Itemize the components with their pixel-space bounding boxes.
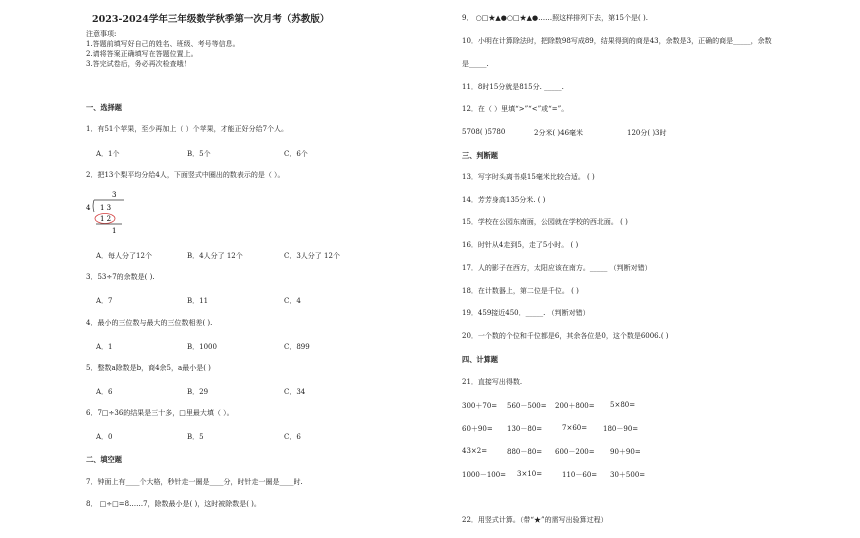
calc-item: 600－200=	[555, 448, 595, 456]
option-b: B．5个	[187, 150, 211, 158]
compare-item: 2分米( )46毫米	[534, 129, 584, 137]
question-stem: 16．时针从4走到5，走了5小时。 ( )	[462, 241, 579, 249]
quotient-digit: 3	[112, 191, 117, 199]
question-stem: 11．8时15分就是815分. _____.	[462, 83, 564, 91]
section-heading: 四、计算题	[462, 355, 498, 364]
option-c: C．3人分了 12个	[284, 252, 340, 260]
question-stem: 13．写字时头离书桌15毫米比较合适。 ( )	[462, 173, 595, 181]
question-stem: 3．53÷7的余数是( ).	[86, 273, 155, 281]
question-stem: 15．学校在公园东南面，公园就在学校的西北面。 ( )	[462, 218, 628, 226]
exam-title: 2023-2024学年三年级数学秋季第一次月考（苏教版）	[92, 14, 330, 25]
question-stem: 4．最小的三位数与最大的三位数相差( ).	[86, 319, 213, 327]
calc-item: 3×10=	[517, 470, 543, 478]
option-a: A．1个	[96, 150, 120, 158]
calc-item: 5×80=	[610, 401, 636, 409]
question-stem: 18．在计数器上，第二位是千位。 ( )	[462, 287, 579, 295]
notice-item: 1.答题前填写好自己的姓名、班级、考号等信息。	[86, 40, 240, 48]
question-stem: 22．用竖式计算。（带“★”的需写出验算过程）	[462, 516, 608, 524]
calc-item: 130－80=	[507, 425, 543, 433]
option-b: B．1000	[187, 343, 217, 351]
option-c: C．6	[284, 433, 301, 441]
question-stem: 6．7□÷36的结果是三十多，□里最大填（ ）。	[86, 409, 234, 417]
option-b: B．5	[187, 433, 204, 441]
left-column	[0, 0, 420, 538]
question-stem: 是_____.	[462, 60, 489, 68]
compare-item: 120分( )3时	[627, 129, 667, 137]
question-stem: 8． □÷□=8……7，除数最小是( )，这时被除数是( )。	[86, 500, 261, 508]
question-stem: 10．小明在计算除法时，把除数98写成89，结果得到的商是43，余数是3，正确的商是_____，余数	[462, 37, 772, 45]
question-stem: 7．钟面上有____个大格，秒针走一圈是____分，时针走一圈是____时.	[86, 478, 303, 486]
question-stem: 9． ○□★▲●○□★▲●……照这样排列下去，第15个是( ).	[462, 14, 648, 22]
section-heading: 三、判断题	[462, 151, 498, 160]
section-heading: 二、填空题	[86, 455, 122, 464]
dividend-digits: 1 3	[100, 204, 112, 212]
product-digits: 1 2	[100, 215, 112, 223]
option-c: C．34	[284, 388, 306, 396]
notice-heading: 注意事项:	[86, 30, 117, 38]
option-c: C．4	[284, 297, 301, 305]
question-stem: 2．把13个梨平均分给4人，下面竖式中圈出的数表示的是（ ）。	[86, 171, 285, 179]
calc-item: 880－80=	[507, 448, 543, 456]
option-a: A．每人分了12个	[96, 252, 152, 260]
question-stem: 12．在（ ）里填“>”“<”或“=”。	[462, 105, 569, 113]
calc-item: 7×60=	[562, 424, 588, 432]
remainder-digit: 1	[112, 227, 117, 235]
compare-item: 5708( )5780	[462, 128, 506, 136]
option-a: A．7	[96, 297, 113, 305]
notice-item: 3.答完试卷后，务必再次检查哦！	[86, 60, 191, 68]
option-c: C．899	[284, 343, 310, 351]
option-b: B．4人分了 12个	[187, 252, 243, 260]
long-division-figure	[82, 188, 142, 238]
divisor-digit: 4	[86, 204, 91, 212]
calc-item: 1000－100=	[462, 471, 507, 479]
calc-item: 43×2=	[462, 447, 488, 455]
calc-item: 300＋70=	[462, 402, 498, 410]
calc-item: 30＋500=	[610, 471, 646, 479]
option-b: B．11	[187, 297, 209, 305]
option-a: A．0	[96, 433, 113, 441]
question-stem: 20．一个数的个位和千位都是6，其余各位是0，这个数是6006.( )	[462, 332, 669, 340]
option-a: A．1	[96, 343, 113, 351]
calc-item: 110－60=	[562, 471, 598, 479]
option-c: C．6个	[284, 150, 308, 158]
calc-item: 90＋90=	[610, 448, 641, 456]
question-stem: 1．有51个苹果，至少再加上（ ）个苹果，才能正好分给7个人。	[86, 125, 289, 133]
section-heading: 一、选择题	[86, 103, 122, 112]
right-column	[440, 0, 860, 538]
option-b: B．29	[187, 388, 209, 396]
calc-item: 200＋800=	[555, 402, 595, 410]
question-stem: 19．459接近450．_____. （判断对错）	[462, 309, 590, 317]
calc-item: 180－90=	[603, 425, 639, 433]
notice-item: 2.请将答案正确填写在答题位置上。	[86, 50, 198, 58]
calc-item: 560－500=	[507, 402, 547, 410]
option-a: A．6	[96, 388, 113, 396]
question-stem: 5．整数a除数是b，商4余5，a最小是( )	[86, 364, 211, 372]
question-stem: 14．芳芳身高135分米. ( )	[462, 196, 546, 204]
question-stem: 17．人的影子在西方，太阳应该在南方。_____ （判断对错）	[462, 264, 652, 272]
calc-item: 60＋90=	[462, 425, 493, 433]
question-stem: 21．直接写出得数.	[462, 378, 523, 386]
